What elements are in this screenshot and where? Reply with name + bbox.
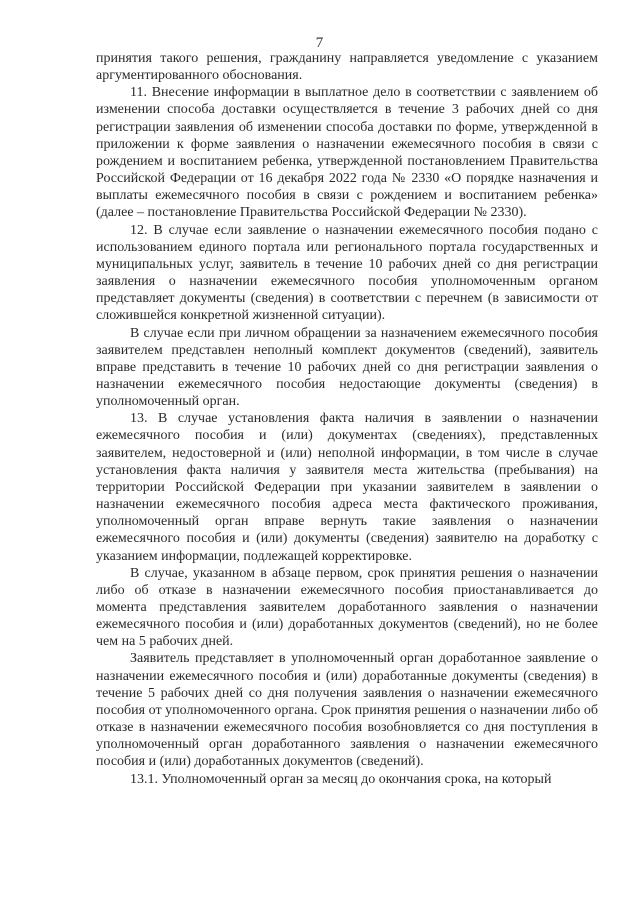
paragraph-continuation: принятия такого решения, гражданину направляется уведомление с указанием аргументированного обоснования. (96, 51, 598, 84)
paragraph-item-12-part-2: В случае если при личном обращении за назначением ежемесячного пособия заявителем представлен неполный комплект документов (сведений), заявитель вправе представить в течение 10 рабочих дней со дня регистрации заявления о назначении ежемесячного пособия недостающие документы (сведения) в уполномоченный орган. (96, 325, 598, 410)
paragraph-item-11: 11. Внесение информации в выплатное дело в соответствии с заявлением об изменении способа доставки осуществляется в течение 3 рабочих дней со дня регистрации заявления об изменении способа доставки по форме, утвержденной в приложении к форме заявления о назначении ежемесячного пособия в связи с рождением и воспитанием ребенка, утвержденной постановлением Правительства Российской Федерации от 16 декабря 2022 года № 2330 «О порядке назначения и выплаты ежемесячного пособия в связи с рождением и воспитанием ребенка» (далее – постановление Правительства Российской Федерации № 2330). (96, 85, 598, 221)
page-number: 7 (315, 35, 324, 51)
paragraph-item-13-part-2: В случае, указанном в абзаце первом, срок принятия решения о назначении либо об отказе в назначении ежемесячного пособия приостанавливается до момента представления заявителем доработанного заявления о назначении ежемесячного пособия и (или) доработанных документов (сведений), но не более чем на 5 рабочих дней. (96, 565, 598, 650)
paragraph-item-12: 12. В случае если заявление о назначении ежемесячного пособия подано с использованием единого портала или регионального портала государственных и муниципальных услуг, заявитель в течение 10 рабочих дней со дня регистрации заявления о назначении ежемесячного пособия уполномоченным органом представляет документы (сведения) в соответствии с перечнем (в зависимости от сложившейся конкретной жизненной ситуации). (96, 222, 598, 324)
paragraph-item-13-1: 13.1. Уполномоченный орган за месяц до окончания срока, на который (130, 771, 552, 787)
paragraph-item-13-part-3: Заявитель представляет в уполномоченный орган доработанное заявление о назначении ежемесячного пособия и (или) доработанные документы (сведения) в течение 5 рабочих дней со дня получения заявления о назначении ежемесячного пособия от уполномоченного органа. Срок принятия решения о назначении либо об отказе в назначении ежемесячного пособия возобновляется со дня поступления в уполномоченный орган доработанного заявления о назначении ежемесячного пособия и (или) доработанных документов (сведений). (96, 651, 598, 770)
document-body (96, 50, 598, 788)
paragraph-item-13: 13. В случае установления факта наличия в заявлении о назначении ежемесячного пособия и (или) документах (сведениях), представленных заявителем, недостоверной и (или) неполной информации, в том числе в случае установления факта наличия у заявителя места жительства (пребывания) на территории Российской Федерации при указании заявителем в заявлении о назначении ежемесячного пособия адреса места фактического проживания, уполномоченный орган вправе вернуть такие заявления о назначении ежемесячного пособия и (или) документы (сведения) заявителю на доработку с указанием информации, подлежащей корректировке. (96, 411, 598, 564)
